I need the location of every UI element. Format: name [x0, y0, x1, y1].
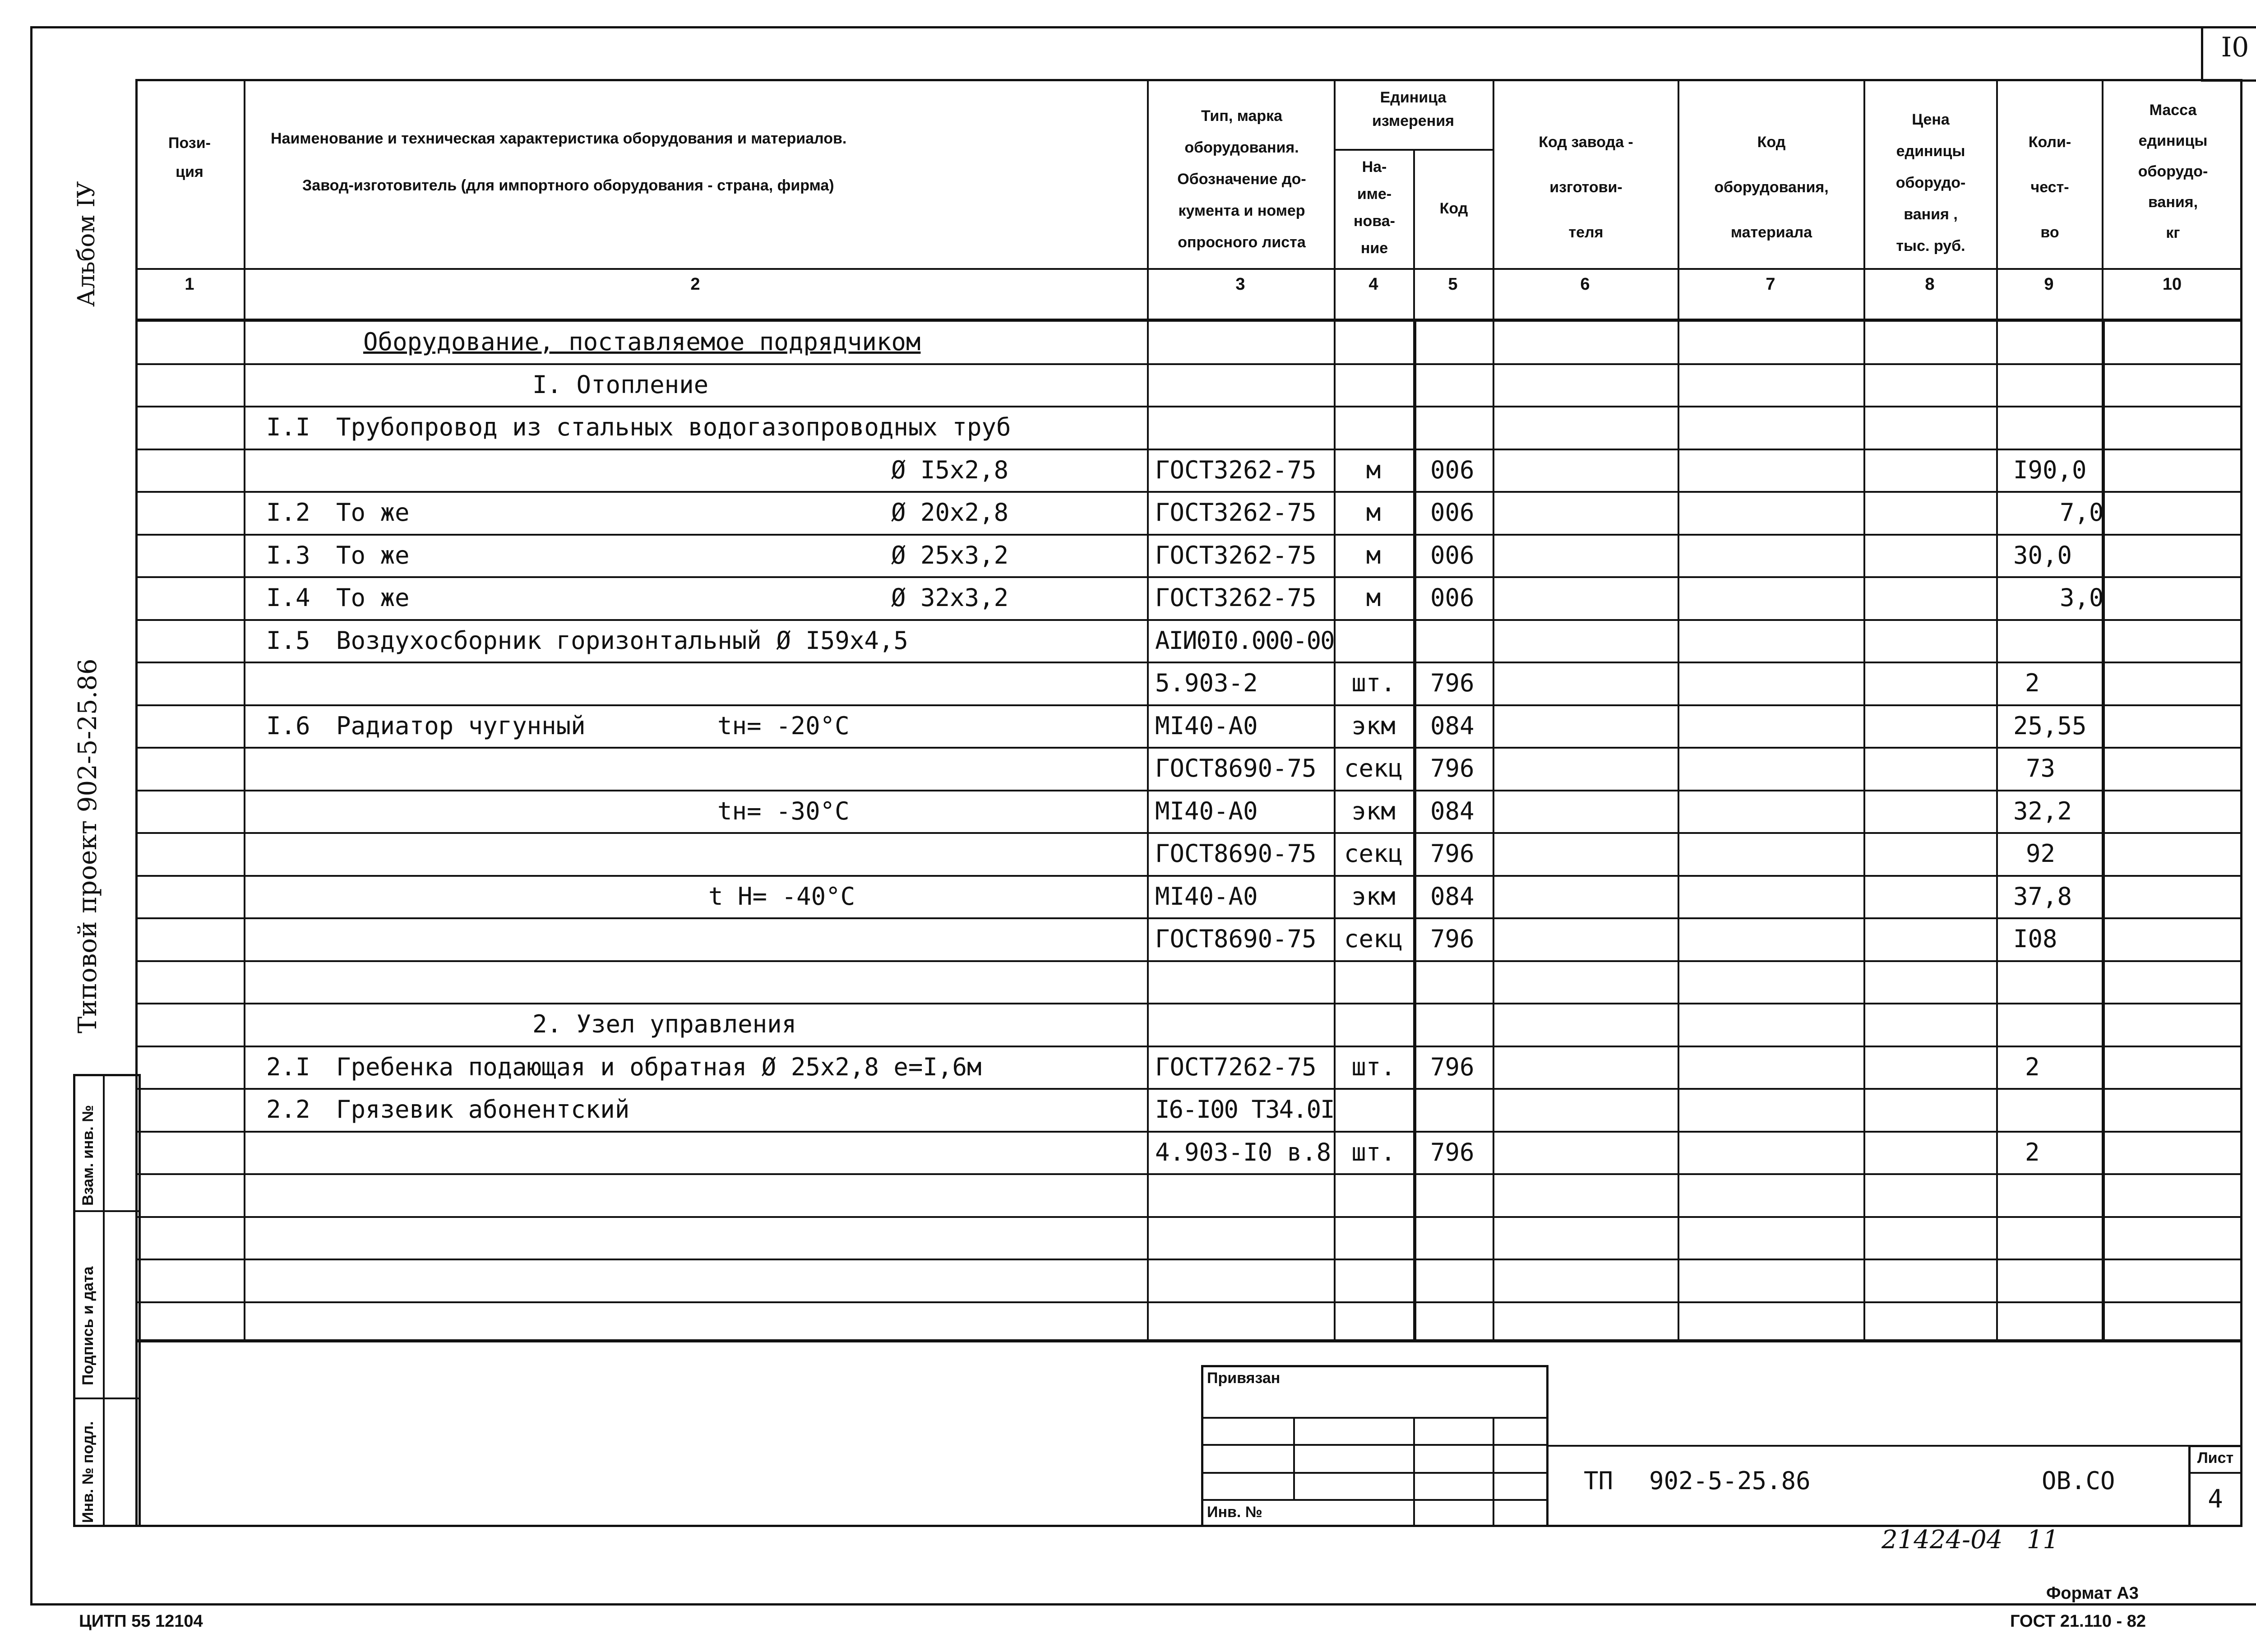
- row-name: Воздухосборник горизонтальный Ø I59x4,5: [336, 626, 908, 655]
- row-position: I.6: [266, 712, 310, 740]
- row-position: I.2: [266, 498, 310, 527]
- inv-label: Инв. №: [1207, 1504, 1262, 1521]
- row-position: I.3: [266, 541, 310, 569]
- row-name: Гребенка подающая и обратная Ø 25x2,8 e=I,6м: [336, 1053, 982, 1081]
- row-code: 084: [1430, 712, 1475, 740]
- row-type: AIИ0I0.000-00: [1155, 626, 1334, 655]
- colnum-3: 3: [1235, 275, 1245, 294]
- row-name: То же: [336, 583, 410, 612]
- row-name: То же: [336, 498, 410, 527]
- row-unit: м: [1366, 583, 1381, 612]
- row-name: Трубопровод из стальных водогазопроводных труб: [336, 413, 1011, 441]
- row-qty: I08: [2013, 925, 2057, 953]
- row-note: t H= -40°C: [708, 882, 855, 911]
- row-name: Грязевик абонентский: [336, 1095, 630, 1124]
- row-code: 796: [1430, 754, 1475, 782]
- row-unit: секц: [1344, 839, 1403, 868]
- row-qty: 2: [2025, 1138, 2040, 1166]
- row-qty: 32,2: [2013, 797, 2072, 825]
- row-type: ГОСТ3262-75: [1155, 498, 1317, 527]
- col5-header: Код: [1439, 200, 1468, 217]
- row-note: Ø 20x2,8: [891, 498, 1009, 527]
- row-qty: 2: [2025, 1053, 2040, 1081]
- row-note: Ø 32x3,2: [891, 583, 1009, 612]
- row-code: 006: [1430, 583, 1475, 612]
- stamp-vzam: Взам. инв. №: [79, 1105, 97, 1206]
- row-note: tн= -30°C: [717, 797, 850, 825]
- row-name: Радиатор чугунный: [336, 712, 586, 740]
- row-note: Ø 25x3,2: [891, 541, 1009, 569]
- row-type: MI40-A0: [1155, 712, 1258, 740]
- row-type: MI40-A0: [1155, 882, 1258, 911]
- handwritten-number: 21424-04 11: [1882, 1525, 2059, 1555]
- col2-header: Наименование и техническая характеристика оборудования и материалов. Завод-изготовитель (для импортного оборудования - страна, фирма): [271, 130, 847, 194]
- colnum-2: 2: [690, 275, 700, 294]
- row-type: MI40-A0: [1155, 797, 1258, 825]
- col10-header: Масса единицы оборудо- вания, кг: [2138, 102, 2208, 241]
- row-name: I. Отопление: [532, 370, 709, 399]
- row-type: ГОСТ3262-75: [1155, 541, 1317, 569]
- privyazan-box: [1201, 1365, 1549, 1527]
- row-position: I.I: [266, 413, 310, 441]
- row-unit: экм: [1351, 882, 1396, 911]
- row-code: 006: [1430, 498, 1475, 527]
- doc-code: ОВ.СО: [2042, 1467, 2115, 1495]
- row-qty: 30,0: [2013, 541, 2072, 569]
- row-unit: м: [1366, 541, 1381, 569]
- album-label: Альбом IУ: [73, 181, 100, 307]
- row-unit: экм: [1351, 712, 1396, 740]
- row-type: ГОСТ8690-75: [1155, 754, 1317, 782]
- row-unit: м: [1366, 456, 1381, 484]
- project-label: Типовой проект 902-5-25.86: [73, 658, 102, 1033]
- row-unit: шт.: [1351, 1053, 1396, 1081]
- row-unit: шт.: [1351, 669, 1396, 697]
- row-qty: 37,8: [2013, 882, 2072, 911]
- list-label: Лист: [2197, 1449, 2234, 1467]
- colnum-10: 10: [2162, 275, 2182, 294]
- privyazan-label: Привязан: [1207, 1370, 1281, 1387]
- col6-header: Код завода - изготови- теля: [1539, 134, 1633, 241]
- stamp-podpis: Подпись и дата: [79, 1266, 97, 1385]
- row-unit: секц: [1344, 925, 1403, 953]
- row-unit: секц: [1344, 754, 1403, 782]
- unit-group-header: Единица измерения: [1372, 89, 1454, 130]
- colnum-4: 4: [1368, 275, 1378, 294]
- colnum-9: 9: [2044, 275, 2054, 294]
- doc-designation: 902-5-25.86: [1649, 1467, 1811, 1495]
- row-code: 796: [1430, 839, 1475, 868]
- row-name: 2. Узел управления: [532, 1010, 797, 1038]
- row-qty: 7,0: [2060, 498, 2104, 527]
- row-code: 796: [1430, 1053, 1475, 1081]
- col9-header: Коли- чест- во: [2028, 134, 2071, 241]
- row-type: ГОСТ3262-75: [1155, 456, 1317, 484]
- row-code: 006: [1430, 456, 1475, 484]
- col8-header: Цена единицы оборудо- вания , тыс. руб.: [1895, 111, 1966, 255]
- row-type: 5.903-2: [1155, 669, 1258, 697]
- row-type: ГОСТ7262-75: [1155, 1053, 1317, 1081]
- row-qty: 92: [2026, 839, 2056, 868]
- colnum-1: 1: [185, 275, 194, 294]
- row-type: I6-I00 T34.0I: [1155, 1095, 1334, 1124]
- row-position: I.5: [266, 626, 310, 655]
- row-type: ГОСТ8690-75: [1155, 839, 1317, 868]
- colnum-7: 7: [1766, 275, 1775, 294]
- gost-label: ГОСТ 21.110 - 82: [2010, 1612, 2146, 1631]
- row-unit: м: [1366, 498, 1381, 527]
- colnum-6: 6: [1580, 275, 1590, 294]
- row-code: 006: [1430, 541, 1475, 569]
- list-number: 4: [2208, 1485, 2223, 1514]
- row-unit: шт.: [1351, 1138, 1396, 1166]
- row-note: tн= -20°C: [717, 712, 850, 740]
- format-label: Формат А3: [2046, 1584, 2139, 1603]
- citp-label: ЦИТП 55 12104: [79, 1612, 203, 1631]
- row-qty: I90,0: [2013, 456, 2087, 484]
- row-qty: 3,0: [2060, 583, 2104, 612]
- row-code: 796: [1430, 669, 1475, 697]
- colnum-5: 5: [1448, 275, 1458, 294]
- row-code: 084: [1430, 882, 1475, 911]
- col4-header: На- име- нова- ние: [1354, 158, 1395, 257]
- row-qty: 2: [2025, 669, 2040, 697]
- row-code: 796: [1430, 925, 1475, 953]
- row-name: То же: [336, 541, 410, 569]
- row-type: 4.903-I0 в.8: [1155, 1138, 1331, 1166]
- sheet-number-top: I0: [2221, 32, 2249, 63]
- row-type: ГОСТ3262-75: [1155, 583, 1317, 612]
- col1-header: Пози- ция: [168, 134, 211, 180]
- row-type: ГОСТ8690-75: [1155, 925, 1317, 953]
- row-name: Оборудование, поставляемое подрядчиком: [363, 328, 921, 356]
- row-position: 2.I: [266, 1053, 310, 1081]
- row-qty: 73: [2026, 754, 2056, 782]
- stamp-inv-podl: Инв. № подл.: [79, 1421, 97, 1523]
- row-position: I.4: [266, 583, 310, 612]
- row-position: 2.2: [266, 1095, 310, 1124]
- colnum-8: 8: [1925, 275, 1935, 294]
- row-unit: экм: [1351, 797, 1396, 825]
- row-code: 796: [1430, 1138, 1475, 1166]
- col7-header: Код оборудования, материала: [1714, 134, 1829, 241]
- row-note: Ø I5x2,8: [891, 456, 1009, 484]
- col3-header: Тип, марка оборудования. Обозначение до- кумента и номер опросного листа: [1177, 107, 1306, 251]
- row-qty: 25,55: [2013, 712, 2087, 740]
- tp-label: ТП: [1584, 1467, 1613, 1495]
- row-code: 084: [1430, 797, 1475, 825]
